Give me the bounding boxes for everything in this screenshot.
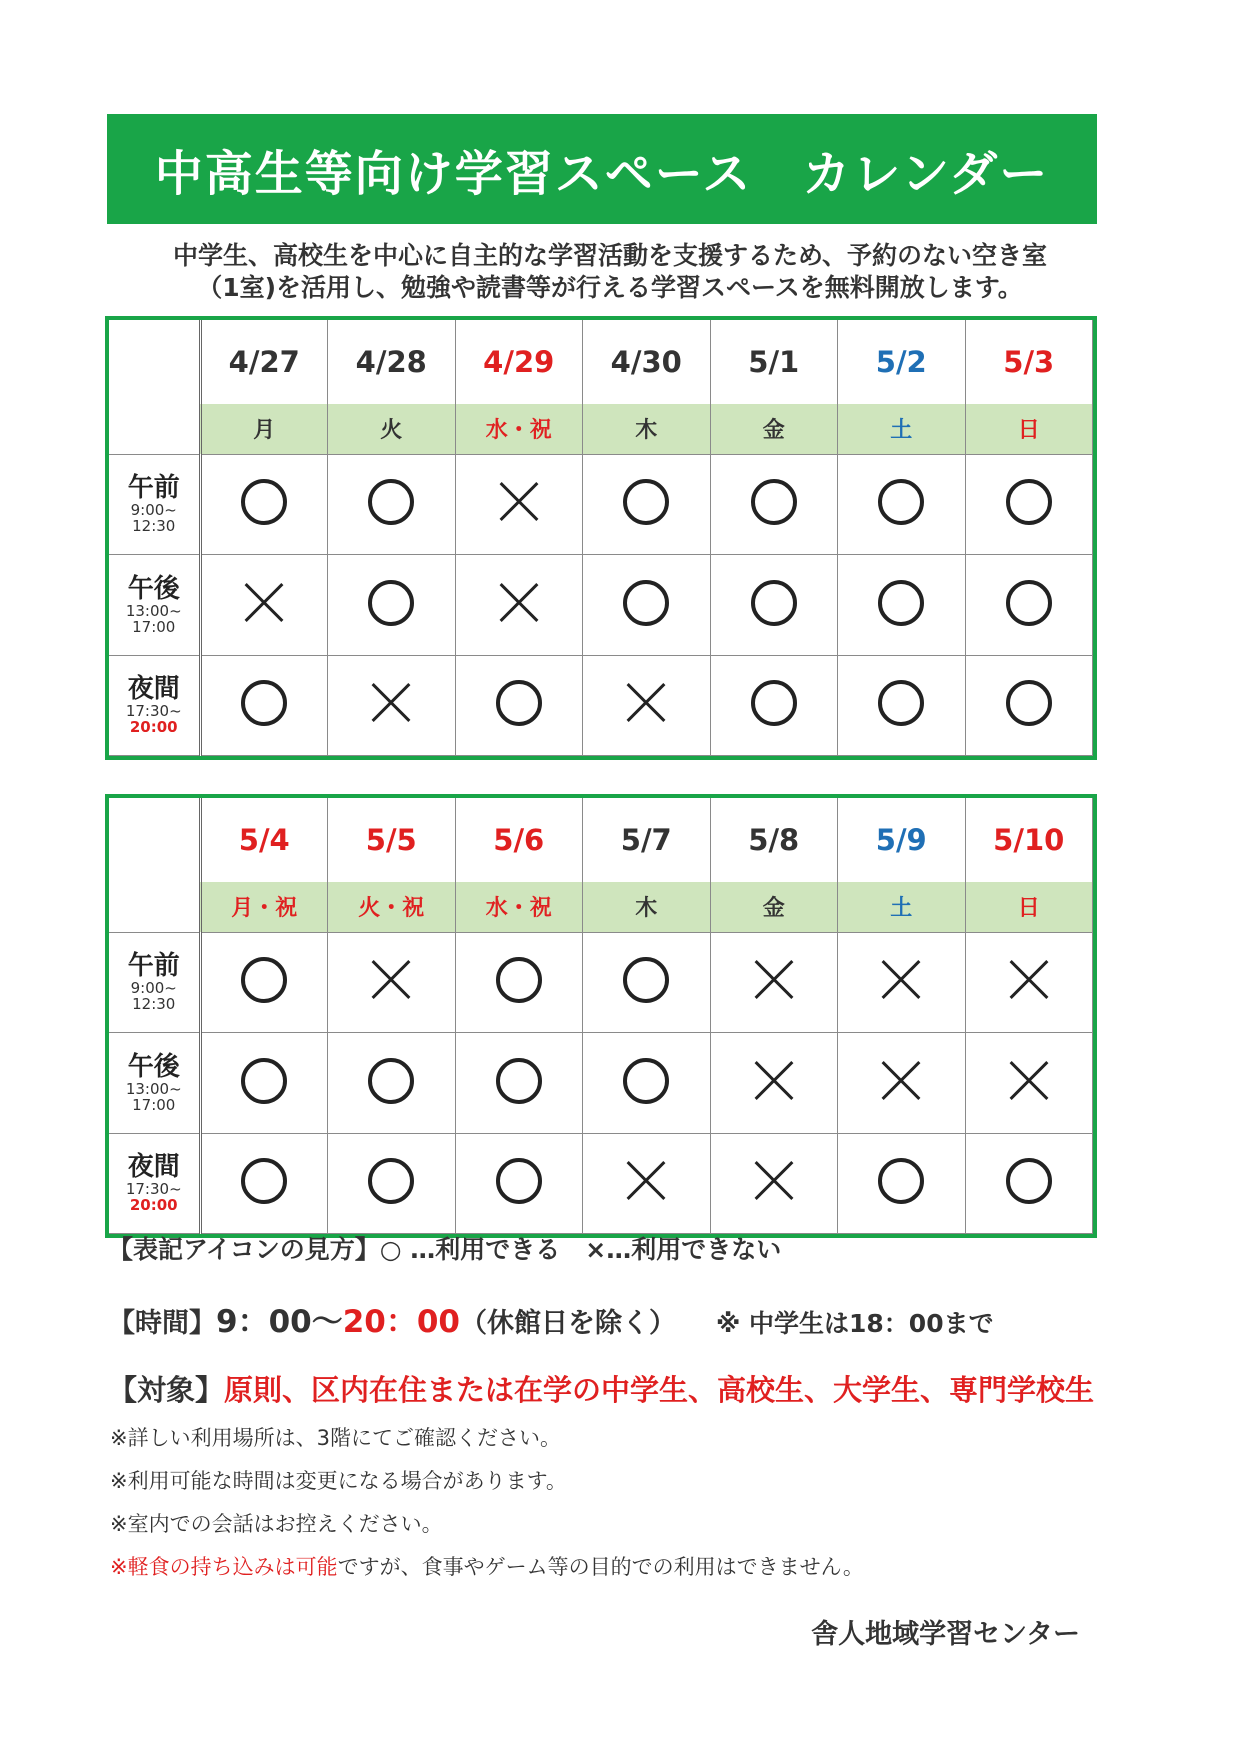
weekday-cell: 土 [838,882,966,932]
availability-cell [838,932,966,1033]
intro-text [120,240,1100,304]
date-cell: 5/8 [710,798,838,882]
available-icon [751,580,797,626]
available-icon [241,1158,287,1204]
unavailable-icon [499,482,539,522]
date-cell: 5/6 [455,798,583,882]
available-icon [496,957,542,1003]
target-label: 【対象】 [108,1373,225,1407]
availability-cell [583,932,711,1033]
note-4-rest: ですが、食事やゲーム等の目的での利用はできません。 [337,1555,864,1579]
available-icon [1006,680,1052,726]
available-icon [496,680,542,726]
hours-info [108,1296,994,1341]
weekday-cell: 木 [583,404,711,454]
time-slot-label [109,555,200,656]
slot-time-end: 20:00 [129,718,178,737]
date-cell: 4/28 [328,320,456,404]
availability-cell [710,555,838,656]
available-icon [241,479,287,525]
availability-cell [200,555,328,656]
available-icon [241,957,287,1003]
note-4 [110,1551,864,1594]
weekday-cell: 日 [965,404,1093,454]
unavailable-icon [881,1061,921,1101]
table-corner [109,798,200,932]
availability-cell [583,454,711,555]
unavailable-icon [754,1161,794,1201]
availability-cell [328,1133,456,1234]
note-4-highlight: 軽食の持ち込みは可能 [127,1555,338,1579]
availability-cell [200,655,328,756]
available-icon [241,680,287,726]
available-icon [751,680,797,726]
availability-cell [965,454,1093,555]
availability-cell [455,1033,583,1134]
unavailable-icon [371,960,411,1000]
slot-time-end: 17:00 [132,617,176,636]
availability-cell [455,555,583,656]
available-icon [1006,580,1052,626]
availability-cell [710,1133,838,1234]
unavailable-icon [1009,1061,1049,1101]
availability-cell [200,1033,328,1134]
availability-cell [965,1033,1093,1134]
availability-cell [710,932,838,1033]
slot-time-start: 13:00~ [125,601,182,620]
notes-list [110,1422,864,1594]
available-icon [623,580,669,626]
availability-cell [200,1133,328,1234]
date-cell: 5/3 [965,320,1093,404]
time-slot-label [109,655,200,756]
slot-time-start: 13:00~ [125,1079,182,1098]
available-icon [623,1058,669,1104]
table-corner [109,320,200,454]
date-cell: 5/7 [583,798,711,882]
target-value: 原則、区内在住または在学の中学生、高校生、大学生、専門学校生 [224,1373,1095,1407]
calendar-week-1 [105,316,1097,760]
available-icon [878,580,924,626]
available-icon [878,1158,924,1204]
available-icon [368,1158,414,1204]
slot-name: 午前 [127,951,180,982]
availability-cell [710,454,838,555]
slot-name: 午後 [127,573,180,604]
note-2: ※利用可能な時間は変更になる場合があります。 [110,1469,567,1493]
unavailable-icon [244,583,284,623]
hours-end: 20：00 [342,1304,460,1340]
weekday-cell: 木 [583,882,711,932]
slot-name: 午後 [127,1051,180,1082]
availability-cell [838,555,966,656]
weekday-cell: 水・祝 [455,404,583,454]
availability-cell [328,1033,456,1134]
weekday-cell: 月 [200,404,328,454]
note-3: ※室内での会話はお控えください。 [110,1512,443,1536]
target-info [108,1368,1094,1409]
slot-time-start: 9:00~ [130,501,177,520]
slot-name: 夜間 [127,674,180,705]
time-slot-label [109,454,200,555]
availability-cell [200,454,328,555]
weekday-cell: 水・祝 [455,882,583,932]
availability-cell [328,655,456,756]
date-cell: 5/2 [838,320,966,404]
slot-time-start: 17:30~ [125,1180,182,1199]
date-cell: 5/5 [328,798,456,882]
availability-cell [965,1133,1093,1234]
unavailable-icon [626,1161,666,1201]
available-icon [241,1058,287,1104]
date-cell: 5/9 [838,798,966,882]
hours-note: ※ 中学生は18：00まで [716,1309,994,1338]
available-icon [751,479,797,525]
weekday-cell: 日 [965,882,1093,932]
available-icon [878,479,924,525]
availability-cell [455,1133,583,1234]
calendar-table [109,320,1093,756]
note-4-prefix: ※ [110,1555,128,1579]
date-cell: 5/1 [710,320,838,404]
weekday-cell: 火・祝 [328,882,456,932]
availability-cell [328,454,456,555]
date-cell: 4/29 [455,320,583,404]
unavailable-icon [1009,960,1049,1000]
available-icon [623,957,669,1003]
availability-cell [328,555,456,656]
unavailable-icon [754,1061,794,1101]
date-cell: 4/27 [200,320,328,404]
weekday-cell: 金 [710,882,838,932]
slot-time-start: 9:00~ [130,979,177,998]
available-icon [878,680,924,726]
availability-cell [838,454,966,555]
available-icon [1006,479,1052,525]
slot-name: 午前 [127,473,180,504]
availability-cell [200,932,328,1033]
unavailable-icon [626,683,666,723]
available-icon [368,580,414,626]
date-cell: 5/4 [200,798,328,882]
time-slot-label [109,1133,200,1234]
time-slot-label [109,1033,200,1134]
hours-closed: （休館日を除く） [460,1308,676,1339]
availability-cell [328,932,456,1033]
slot-name: 夜間 [127,1152,180,1183]
availability-cell [965,932,1093,1033]
calendar-table [109,798,1093,1234]
available-icon [368,479,414,525]
available-icon [496,1158,542,1204]
available-icon [1006,1158,1052,1204]
availability-cell [838,1033,966,1134]
availability-cell [710,1033,838,1134]
available-icon [368,1058,414,1104]
calendar-week-2 [105,794,1097,1238]
unavailable-icon [754,960,794,1000]
note-1: ※詳しい利用場所は、3階にてご確認ください。 [110,1426,561,1450]
page-title: 中高生等向け学習スペース カレンダー [107,114,1097,224]
date-cell: 4/30 [583,320,711,404]
availability-cell [838,655,966,756]
unavailable-icon [881,960,921,1000]
available-icon [623,479,669,525]
weekday-cell: 土 [838,404,966,454]
availability-cell [583,655,711,756]
hours-label: 【時間】 [108,1308,216,1339]
availability-cell [455,932,583,1033]
hours-start: 9：00～ [216,1304,343,1340]
date-cell: 5/10 [965,798,1093,882]
weekday-cell: 火 [328,404,456,454]
slot-time-end: 20:00 [129,1196,178,1215]
availability-cell [838,1133,966,1234]
availability-cell [583,1033,711,1134]
availability-cell [583,555,711,656]
organization-name: 舎人地域学習センター [811,1619,1080,1650]
availability-cell [455,655,583,756]
availability-cell [965,655,1093,756]
weekday-cell: 月・祝 [200,882,328,932]
availability-cell [710,655,838,756]
slot-time-end: 12:30 [132,517,176,536]
availability-cell [455,454,583,555]
availability-cell [583,1133,711,1234]
icon-legend: 【表記アイコンの見方】○ …利用できる ×…利用できない [108,1235,782,1264]
intro-line-2: （1室)を活用し、勉強や読書等が行える学習スペースを無料開放します。 [197,273,1023,302]
availability-cell [965,555,1093,656]
slot-time-end: 12:30 [132,995,176,1014]
slot-time-start: 17:30~ [125,702,182,721]
slot-time-end: 17:00 [132,1095,176,1114]
weekday-cell: 金 [710,404,838,454]
available-icon [496,1058,542,1104]
time-slot-label [109,932,200,1033]
unavailable-icon [499,583,539,623]
unavailable-icon [371,683,411,723]
intro-line-1: 中学生、高校生を中心に自主的な学習活動を支援するため、予約のない空き室 [172,241,1047,270]
